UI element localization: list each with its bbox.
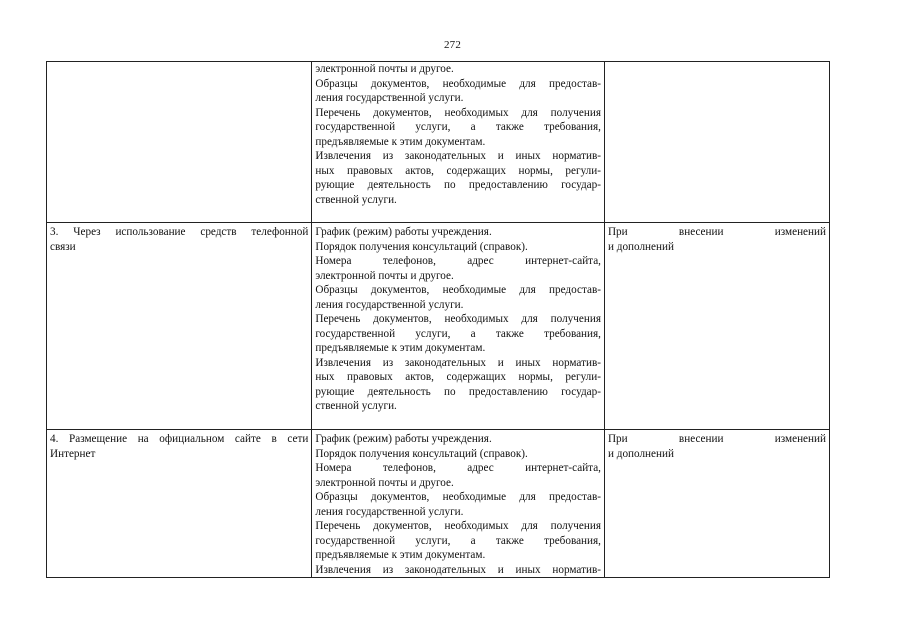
method-line: связи (50, 240, 76, 253)
method-cell (47, 430, 312, 578)
content-line: ления государственной услуги. (315, 92, 464, 104)
content-line: Перечень документов, необходимых для получения (315, 106, 601, 119)
content-line: предъявляемые к этим документам. (315, 549, 486, 561)
update-cell (604, 223, 829, 430)
content-line: График (режим) работы учреждения. (315, 226, 492, 238)
method-line: 4. Размещение на официальном сайте в сети (50, 433, 309, 445)
content-line: ных правовых актов, содержащих нормы, регули- (315, 164, 601, 177)
content-line: предъявляемые к этим документам. (315, 135, 486, 148)
content-line: государственной услуги, а также требования, (315, 327, 601, 340)
content-line: Номера телефонов, адрес интернет-сайта, (315, 255, 601, 267)
update-line: и дополнений (607, 240, 674, 253)
content-line: электронной почты и другое. (315, 269, 454, 282)
content-line: Перечень документов, необходимых для получения (315, 520, 601, 532)
table-row (47, 430, 830, 578)
update-cell (604, 62, 829, 223)
content-line: Перечень документов, необходимых для получения (315, 313, 601, 325)
table-row (47, 62, 830, 223)
content-cell (312, 223, 605, 430)
content-line: Порядок получения консультаций (справок). (315, 447, 528, 460)
update-line: При внесении изменений (607, 433, 826, 445)
content-line: предъявляемые к этим документам. (315, 342, 486, 354)
update-line: и дополнений (607, 447, 674, 460)
content-cell (312, 430, 605, 578)
page-number: 272 (443, 39, 462, 51)
content-line: ственной услуги. (315, 193, 397, 206)
content-line: Порядок получения консультаций (справок). (315, 240, 528, 253)
content-cell (312, 62, 605, 223)
update-cell (604, 430, 829, 578)
content-line: График (режим) работы учреждения. (315, 433, 492, 445)
content-line: Извлечения из законодательных и иных норматив- (315, 150, 601, 162)
document-table (46, 61, 830, 578)
content-line: Образцы документов, необходимые для предостав- (315, 284, 601, 296)
content-line: государственной услуги, а также требования, (315, 121, 601, 133)
method-line: Интернет (50, 447, 96, 460)
content-line: Извлечения из законодательных и иных норматив- (315, 563, 601, 576)
content-line: Извлечения из законодательных и иных норматив- (315, 356, 601, 369)
table-row (47, 223, 830, 430)
update-line: При внесении изменений (607, 226, 826, 238)
method-line: 3. Через использование средств телефонной (50, 226, 309, 238)
content-line: электронной почты и другое. (315, 63, 454, 75)
content-line: ственной услуги. (315, 400, 397, 412)
content-line: государственной услуги, а также требования, (315, 534, 601, 547)
content-line: рующие деятельность по предоставлению государ- (315, 179, 601, 191)
content-line: Номера телефонов, адрес интернет-сайта, (315, 462, 601, 474)
method-cell (47, 62, 312, 223)
content-line: Образцы документов, необходимые для предостав- (315, 491, 601, 503)
content-line: ления государственной услуги. (315, 298, 464, 311)
content-line: ных правовых актов, содержащих нормы, регули- (315, 371, 601, 383)
content-line: ления государственной услуги. (315, 505, 464, 518)
method-cell (47, 223, 312, 430)
content-line: рующие деятельность по предоставлению государ- (315, 385, 601, 398)
content-line: Образцы документов, необходимые для предостав- (315, 77, 601, 90)
content-line: электронной почты и другое. (315, 476, 454, 489)
